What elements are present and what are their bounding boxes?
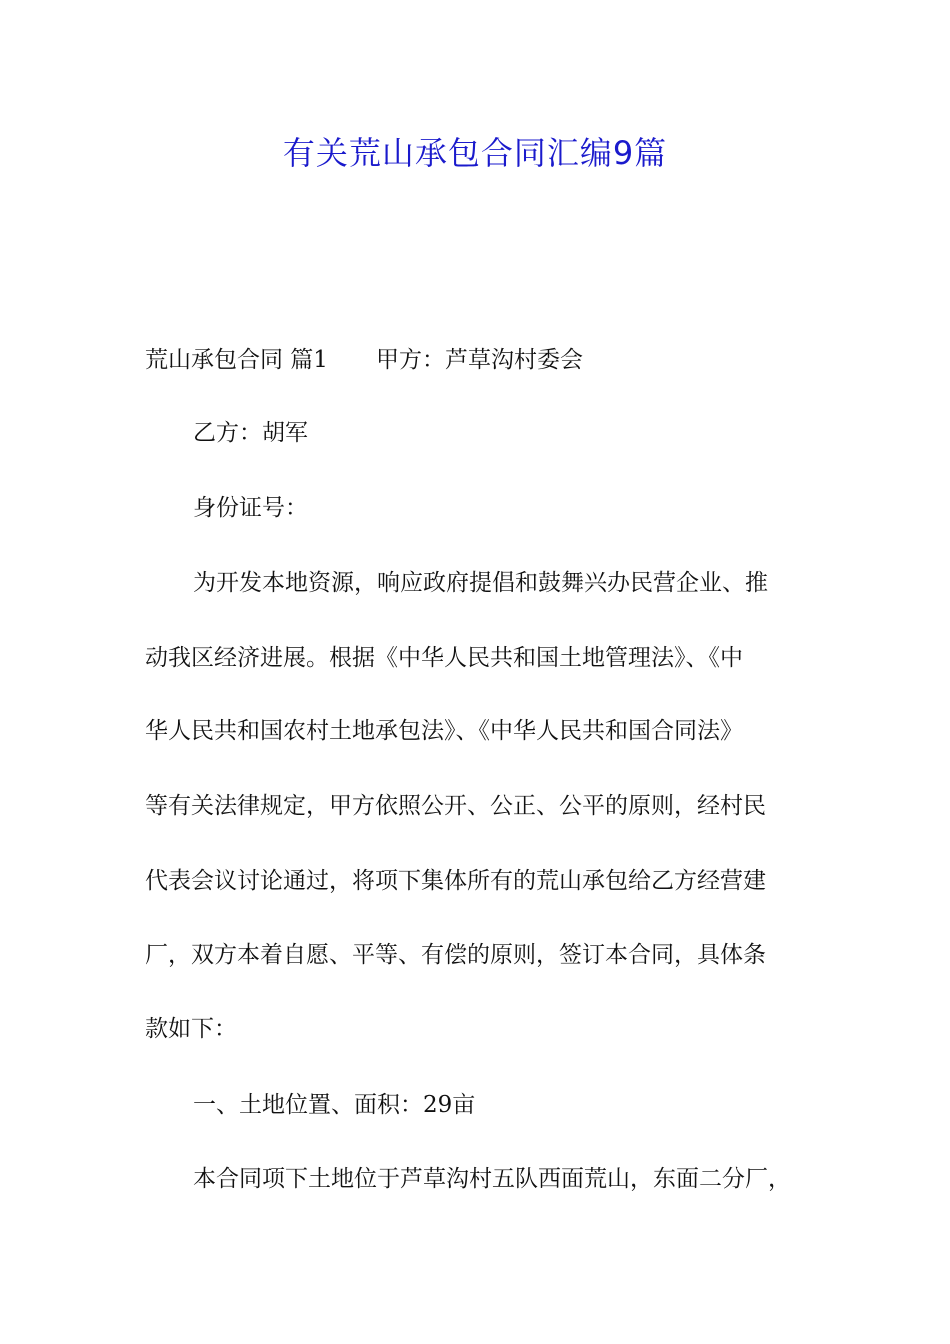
party-a: 甲方：芦草沟村委会	[375, 347, 583, 373]
paragraph-line: 为开发本地资源，响应政府提倡和鼓舞兴办民营企业、推	[193, 570, 768, 596]
paragraph-line: 款如下：	[145, 1016, 237, 1042]
paragraph-line: 华人民共和国农村土地承包法》、《中华人民共和国合同法》	[145, 718, 743, 744]
contract-heading: 荒山承包合同 篇1	[145, 347, 328, 373]
paragraph-line: 厂，双方本着自愿、平等、有偿的原则，签订本合同，具体条	[145, 942, 766, 968]
party-b: 乙方：胡军	[193, 420, 308, 446]
contract-heading-line	[145, 342, 583, 378]
paragraph-line: 等有关法律规定，甲方依照公开、公正、公平的原则，经村民	[145, 793, 766, 819]
document-title: 有关荒山承包合同汇编9篇	[282, 134, 668, 172]
id-number: 身份证号：	[193, 495, 308, 521]
section-heading: 一、土地位置、面积：29亩	[193, 1092, 476, 1118]
section-paragraph-line: 本合同项下土地位于芦草沟村五队西面荒山，东面二分厂，	[193, 1166, 791, 1192]
paragraph-line: 动我区经济进展。根据《中华人民共和国土地管理法》、《中	[145, 645, 743, 671]
paragraph-line: 代表会议讨论通过，将项下集体所有的荒山承包给乙方经营建	[145, 868, 766, 894]
